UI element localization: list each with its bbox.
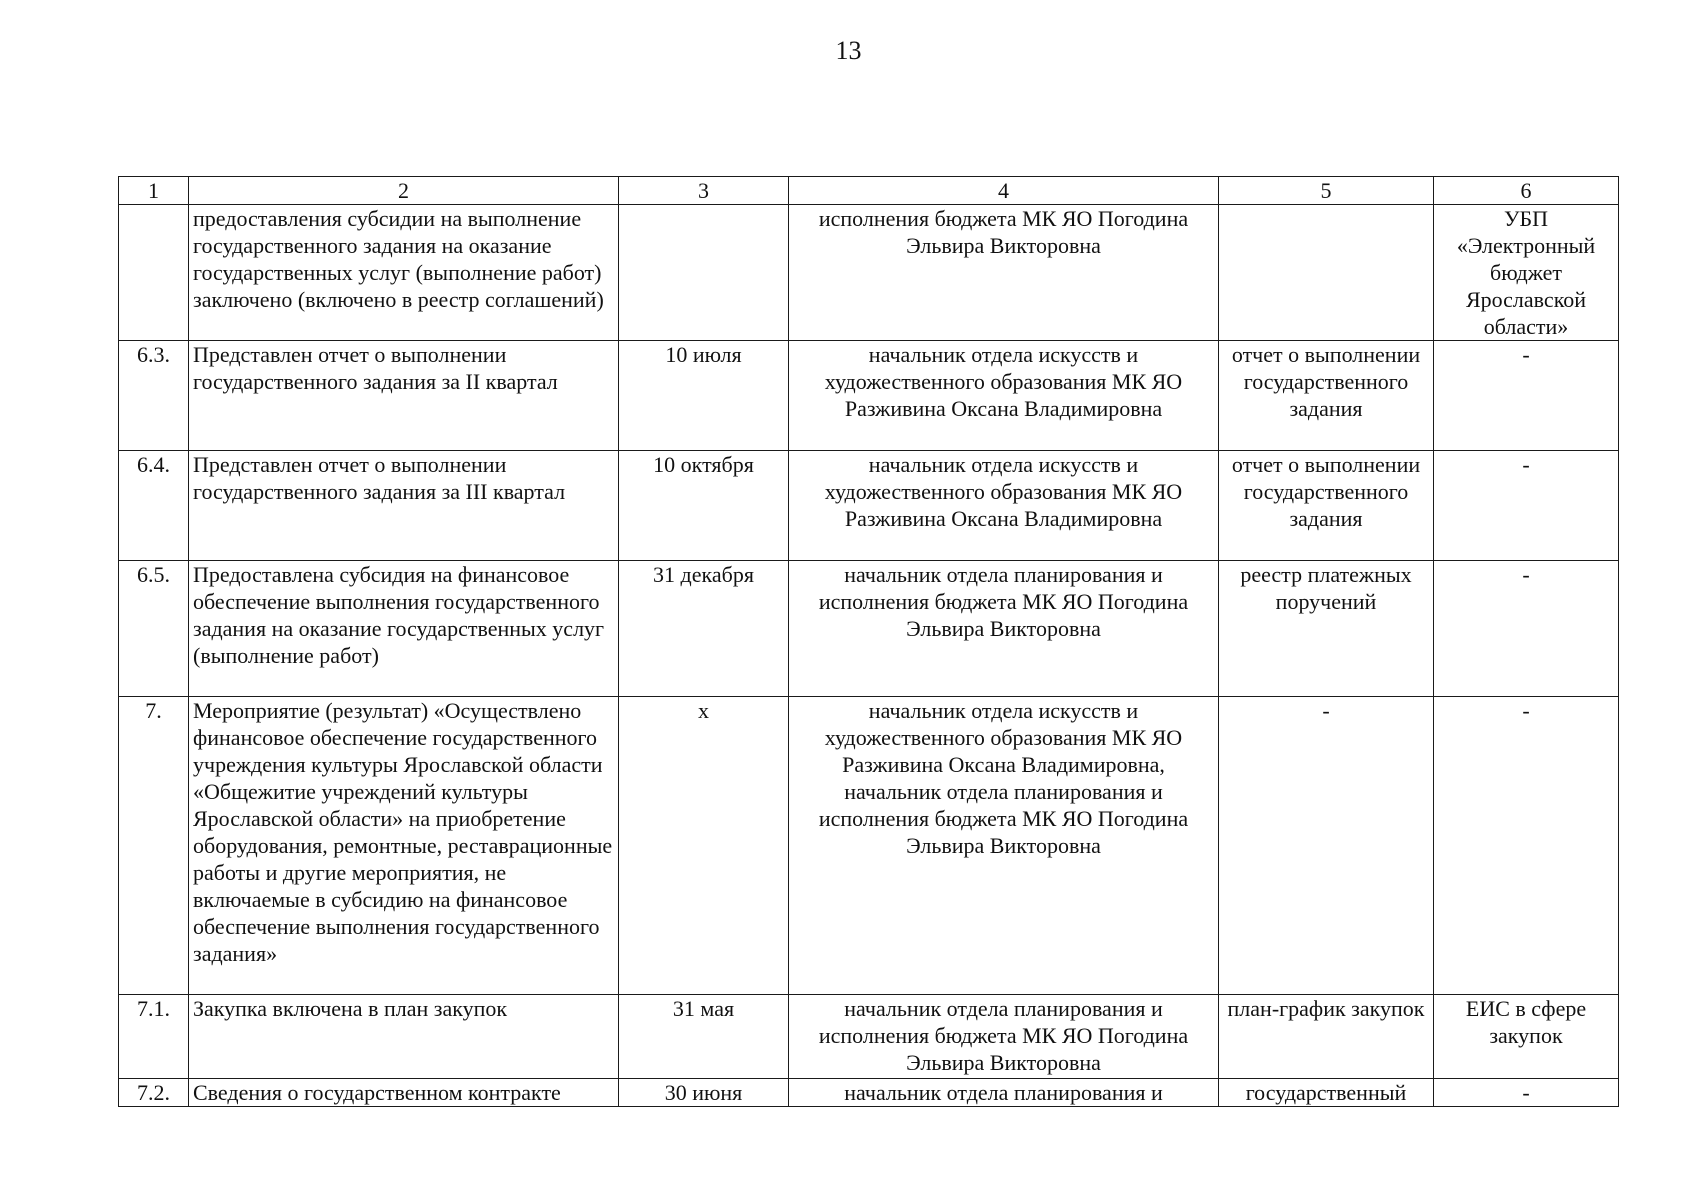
row-number-cell: 7. <box>119 697 189 995</box>
table-row <box>119 561 1619 697</box>
row-number-cell: 6.3. <box>119 341 189 451</box>
document-cell: отчет о выполнении государственного задания <box>1219 451 1434 561</box>
table-row <box>119 341 1619 451</box>
document-cell: реестр платежных поручений <box>1219 561 1434 697</box>
event-name-cell: Мероприятие (результат) «Осуществлено финансовое обеспечение государственного учреждения культуры Ярославской области «Общежитие учреждений культуры Ярославской области» на приобретение оборудования, ремонтные, реставрационные работы и другие мероприятия, не включаемые в субсидию на финансовое обеспечение выполнения государственного задания» <box>189 697 619 995</box>
event-name-cell: Представлен отчет о выполнении государственного задания за III квартал <box>189 451 619 561</box>
event-name-cell: Представлен отчет о выполнении государственного задания за II квартал <box>189 341 619 451</box>
system-cell: ЕИС в сфере закупок <box>1434 995 1619 1079</box>
deadline-cell: х <box>619 697 789 995</box>
deadline-cell: 31 декабря <box>619 561 789 697</box>
responsible-cell: начальник отдела искусств и художественного образования МК ЯО Разживина Оксана Владимировна <box>789 341 1219 451</box>
system-cell: - <box>1434 561 1619 697</box>
header-cell: 3 <box>619 177 789 205</box>
deadline-cell: 10 октября <box>619 451 789 561</box>
row-number-cell: 6.5. <box>119 561 189 697</box>
deadline-cell: 30 июня <box>619 1079 789 1107</box>
responsible-cell: начальник отдела искусств и художественного образования МК ЯО Разживина Оксана Владимировна <box>789 451 1219 561</box>
header-cell: 2 <box>189 177 619 205</box>
schedule-table <box>118 176 1619 1107</box>
system-cell: УБП «Электронный бюджет Ярославской области» <box>1434 205 1619 341</box>
row-number-cell: 7.1. <box>119 995 189 1079</box>
responsible-cell: начальник отдела планирования и исполнения бюджета МК ЯО Погодина Эльвира Викторовна <box>789 995 1219 1079</box>
event-name-cell: Сведения о государственном контракте <box>189 1079 619 1107</box>
header-cell: 6 <box>1434 177 1619 205</box>
event-name-cell: Закупка включена в план закупок <box>189 995 619 1079</box>
event-name-cell: Предоставлена субсидия на финансовое обеспечение выполнения государственного задания на оказание государственных услуг (выполнение работ) <box>189 561 619 697</box>
system-cell: - <box>1434 1079 1619 1107</box>
deadline-cell: 10 июля <box>619 341 789 451</box>
document-cell: отчет о выполнении государственного задания <box>1219 341 1434 451</box>
row-number-cell: 6.4. <box>119 451 189 561</box>
header-cell: 5 <box>1219 177 1434 205</box>
row-number-cell: 7.2. <box>119 1079 189 1107</box>
event-name-cell: предоставления субсидии на выполнение государственного задания на оказание государственных услуг (выполнение работ) заключено (включено в реестр соглашений) <box>189 205 619 341</box>
row-number-cell <box>119 205 189 341</box>
table-row <box>119 205 1619 341</box>
table-row <box>119 995 1619 1079</box>
table-row <box>119 451 1619 561</box>
deadline-cell: 31 мая <box>619 995 789 1079</box>
header-cell: 1 <box>119 177 189 205</box>
table-row <box>119 697 1619 995</box>
responsible-cell: начальник отдела планирования и исполнения бюджета МК ЯО Погодина Эльвира Викторовна <box>789 561 1219 697</box>
responsible-cell: начальник отдела искусств и художественного образования МК ЯО Разживина Оксана Владимировна, начальник отдела планирования и исполнения бюджета МК ЯО Погодина Эльвира Викторовна <box>789 697 1219 995</box>
page-number: 13 <box>835 36 862 65</box>
document-cell: план-график закупок <box>1219 995 1434 1079</box>
system-cell: - <box>1434 341 1619 451</box>
responsible-cell: начальник отдела планирования и <box>789 1079 1219 1107</box>
system-cell: - <box>1434 697 1619 995</box>
deadline-cell <box>619 205 789 341</box>
header-cell: 4 <box>789 177 1219 205</box>
responsible-cell: исполнения бюджета МК ЯО Погодина Эльвира Викторовна <box>789 205 1219 341</box>
system-cell: - <box>1434 451 1619 561</box>
table-row <box>119 1079 1619 1107</box>
document-cell <box>1219 205 1434 341</box>
document-cell: - <box>1219 697 1434 995</box>
document-cell: государственный <box>1219 1079 1434 1107</box>
table-header-row <box>119 177 1619 205</box>
